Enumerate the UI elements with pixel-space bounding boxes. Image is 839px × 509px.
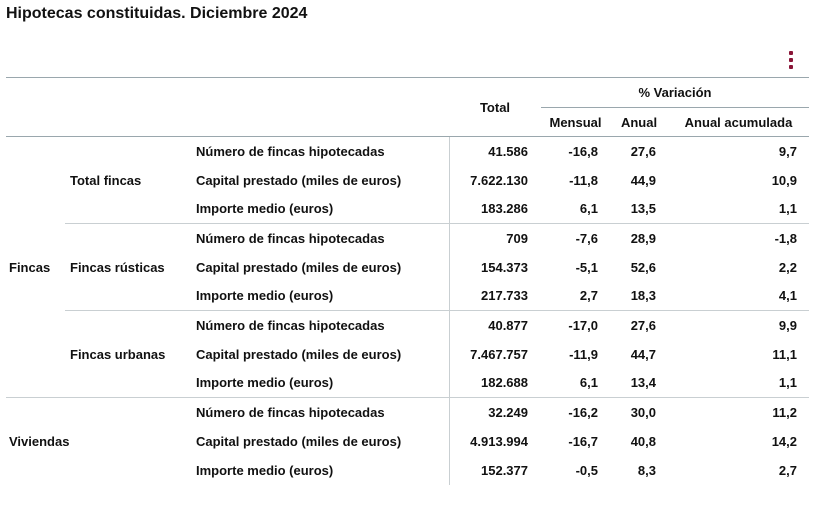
cell-mensual: -11,8 (569, 172, 598, 188)
cell-total: 32.249 (449, 398, 541, 427)
cell-anual: 27,6 (630, 143, 656, 159)
table-row (6, 398, 809, 427)
vertical-ellipsis-icon (789, 65, 793, 69)
header-variation: % Variación (541, 78, 809, 108)
header-total: Total (449, 78, 541, 137)
cell-total: 183.286 (449, 195, 541, 224)
row-label: Importe medio (euros) (196, 201, 334, 217)
row-label: Número de fincas hipotecadas (190, 311, 449, 340)
subgroup-label: Fincas rústicas (65, 224, 190, 311)
cell-anual: 13,5 (630, 201, 656, 217)
row-label: Número de fincas hipotecadas (190, 224, 449, 253)
cell-mensual: -11,9 (569, 346, 598, 362)
cell-anual-acumulada: 4,1 (778, 288, 797, 304)
cell-mensual: -16,8 (568, 143, 598, 159)
row-label: Capital prestado (miles de euros) (196, 172, 402, 188)
vertical-ellipsis-icon (789, 51, 793, 55)
cell-total: 152.377 (449, 456, 541, 485)
cell-anual: 30,0 (610, 398, 668, 427)
row-label: Número de fincas hipotecadas (196, 143, 385, 159)
cell-anual: 52,6 (630, 259, 656, 275)
cell-anual: 44,7 (630, 346, 656, 362)
cell-anual-acumulada: 2,2 (778, 259, 797, 275)
mortgage-table-container (6, 77, 809, 485)
cell-total: 154.373 (449, 253, 541, 282)
row-label: Número de fincas hipotecadas (190, 398, 449, 427)
cell-total: 40.877 (449, 311, 541, 340)
cell-anual-acumulada: 1,1 (778, 201, 797, 217)
header-anual: Anual (610, 108, 668, 137)
cell-mensual: -16,2 (541, 398, 610, 427)
table-header (6, 78, 809, 137)
cell-anual-acumulada: 14,2 (771, 433, 797, 449)
cell-anual: 18,3 (630, 288, 656, 304)
row-label: Importe medio (euros) (196, 462, 334, 478)
row-label: Capital prestado (miles de euros) (196, 433, 402, 449)
cell-mensual: 2,7 (579, 288, 598, 304)
cell-anual-acumulada: -1,8 (668, 224, 809, 253)
cell-mensual: -16,7 (568, 433, 598, 449)
cell-anual: 8,3 (637, 462, 656, 478)
cell-mensual: 6,1 (579, 375, 598, 391)
row-label: Capital prestado (miles de euros) (196, 346, 402, 362)
cell-anual: 40,8 (630, 433, 656, 449)
group-label: Viviendas (6, 398, 65, 485)
cell-anual: 13,4 (630, 375, 656, 391)
cell-anual-acumulada: 2,7 (778, 462, 797, 478)
cell-total: 7.467.757 (449, 340, 541, 369)
cell-mensual: -17,0 (541, 311, 610, 340)
cell-anual-acumulada: 9,9 (668, 311, 809, 340)
subgroup-label: Total fincas (70, 172, 142, 188)
cell-mensual: 6,1 (579, 201, 598, 217)
cell-total: 217.733 (449, 282, 541, 311)
subgroup-label: Fincas urbanas (65, 311, 190, 398)
row-label: Importe medio (euros) (196, 375, 334, 391)
table-row (6, 224, 809, 253)
cell-anual: 28,9 (610, 224, 668, 253)
cell-anual-acumulada: 1,1 (778, 375, 797, 391)
subgroup-label (65, 398, 190, 485)
table-body (6, 137, 809, 485)
cell-total: 41.586 (449, 137, 541, 166)
cell-anual: 44,9 (630, 172, 656, 188)
cell-mensual: -0,5 (575, 462, 598, 478)
row-label: Importe medio (euros) (196, 288, 334, 304)
cell-anual-acumulada: 9,7 (778, 143, 797, 159)
header-spacer (6, 78, 449, 137)
cell-mensual: -7,6 (541, 224, 610, 253)
cell-mensual: -5,1 (575, 259, 598, 275)
cell-anual-acumulada: 11,2 (668, 398, 809, 427)
header-mensual: Mensual (541, 108, 610, 137)
table-row (6, 137, 809, 166)
page-title: Hipotecas constituidas. Diciembre 2024 (6, 5, 308, 22)
cell-total: 4.913.994 (449, 427, 541, 456)
mortgage-table (6, 77, 809, 485)
group-label: Fincas (9, 259, 51, 275)
header-anual-acumulada: Anual acumulada (668, 108, 809, 137)
more-options-button[interactable] (786, 51, 796, 69)
cell-anual: 27,6 (610, 311, 668, 340)
cell-anual-acumulada: 10,9 (771, 172, 797, 188)
cell-total: 709 (449, 224, 541, 253)
cell-total: 7.622.130 (449, 166, 541, 195)
cell-total: 182.688 (449, 369, 541, 398)
vertical-ellipsis-icon (789, 58, 793, 62)
table-row (6, 311, 809, 340)
row-label: Capital prestado (miles de euros) (196, 259, 402, 275)
cell-anual-acumulada: 11,1 (772, 346, 797, 362)
